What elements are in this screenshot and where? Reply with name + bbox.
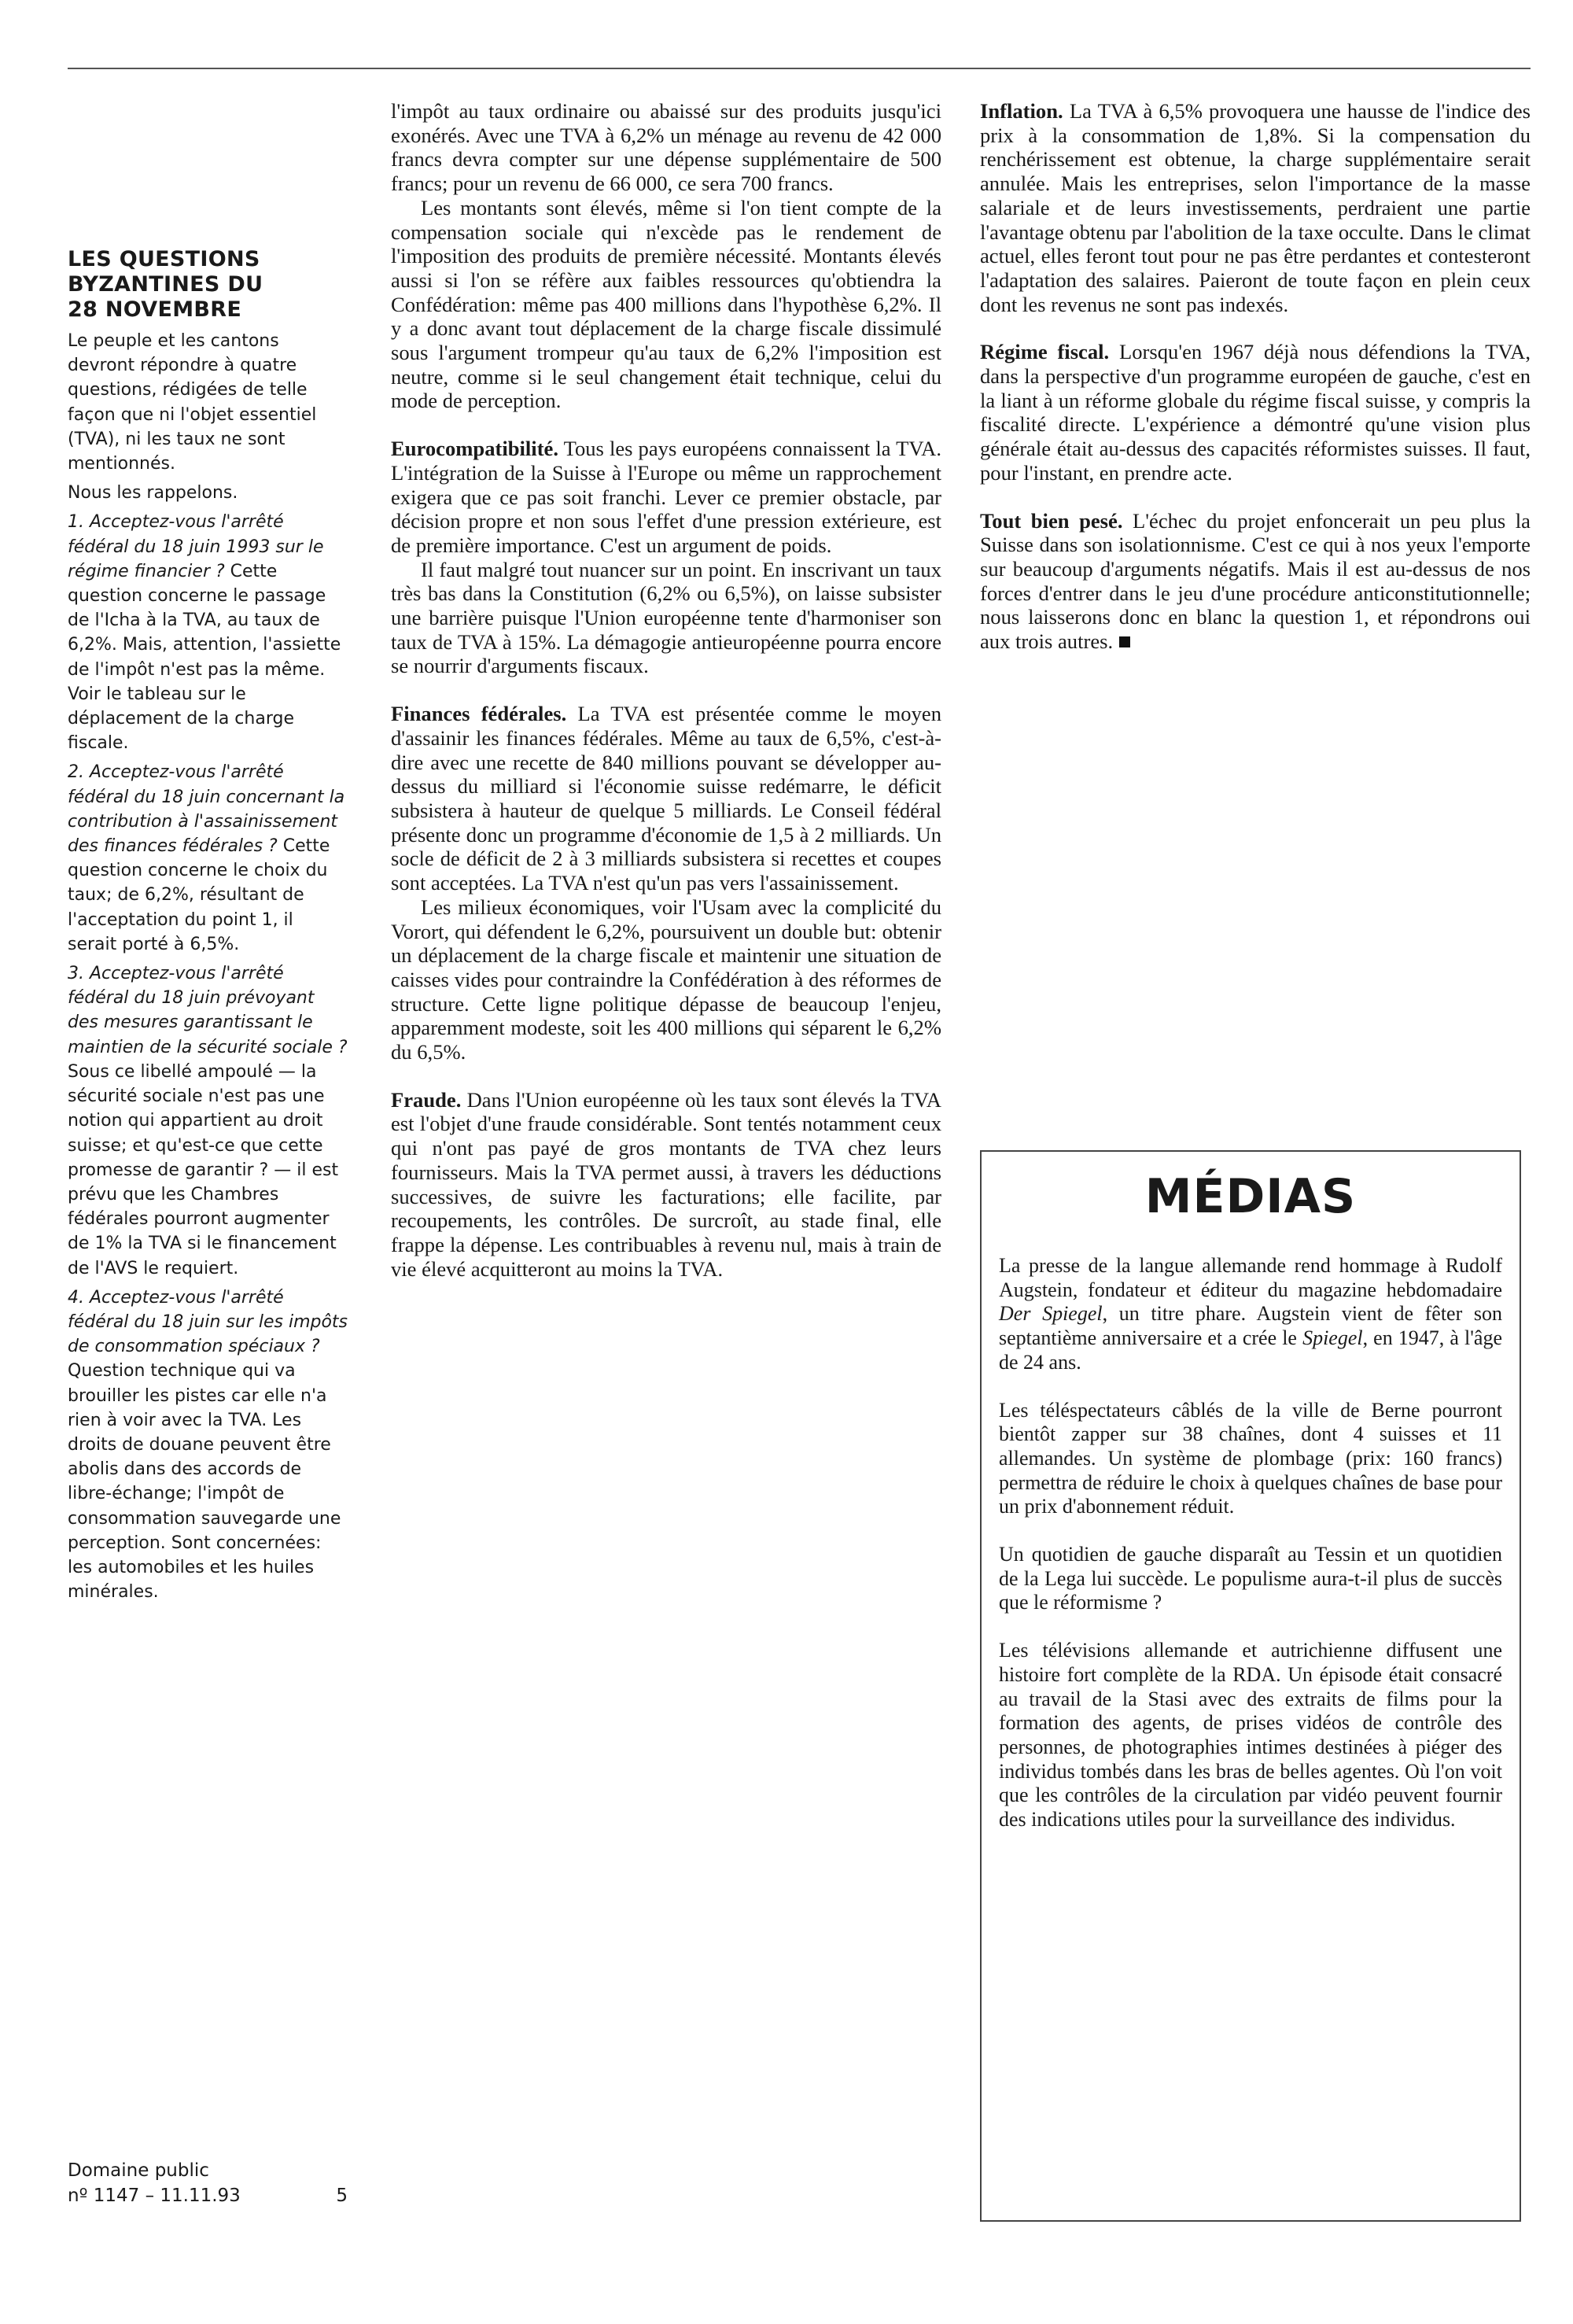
sidebar-intro: Le peuple et les cantons devront répondre à quatre questions, rédigées de telle façon que ni l'objet essentiel (TVA), ni les taux ne sont mentionnés. [68,331,317,474]
section-heading: Régime fiscal. [980,340,1110,364]
article-column-middle [391,99,941,1281]
question-4-text: Question technique qui va brouiller les pistes car elle n'a rien à voir avec la TVA. Les droits de douane peuvent être abolis dans des accords de libre-échange; l'impôt de consommation sauvegarde une perception. Sont concernées: les automobiles et les huiles minérales. [68,1361,341,1603]
question-2-title: 2. Acceptez-vous l'arrêté fédéral du 18 juin concernant la contribution à l'assainissement des finances fédérales ? [68,762,345,857]
sidebar-title: LES QUESTIONS BYZANTINES DU 28 NOVEMBRE [68,247,263,322]
medias-item-rda: Les télévisions allemande et autrichienne diffusent une histoire fort complète de la RDA. Un épisode était consacré au travail de la Stasi avec des extraits de films pour la formation des agents, de prises vidéos de contrôle des personnes, de photographies intimes destinées à piéger des individus tombés dans les bras de belles agentes. Où l'on voit que les contrôles de la circulation par vidéo peuvent fournir des indications utiles pour la surveillance des individus. [999,1639,1502,1832]
medias-text: , en 1947, à l'âge de 24 ans. [999,1326,1502,1374]
question-1-text: Cette question concerne le passage de l'Icha à la TVA, au taux de 6,2%. Mais, attention, l'assiette de l'impôt n'est pas la même. Voir le tableau sur le déplacement de la charge fiscale. [68,561,341,754]
medias-item-spiegel [999,1254,1502,1375]
page-number: 5 [336,2186,348,2206]
medias-item-berne: Les téléspectateurs câblés de la ville de Berne pourront bientôt zapper sur 38 chaînes, dont 4 suisses et 11 allemandes. Un système de plombage (prix: 160 francs) permettra de réduire le choix à quelques chaînes de base pour un prix d'abonnement réduit. [999,1398,1502,1518]
issue-number: nº 1147 – 11.11.93 [68,2186,241,2206]
end-of-article-mark [1119,636,1130,647]
section-text: Dans l'Union européenne où les taux sont élevés la TVA est l'objet d'une fraude considérable. Sont tentés notamment ceux qui n'ont pas payé de gros montants de TVA chez leurs fournisseurs. Mais la TVA permet aussi, à travers les déductions successives, de suivre les facturations; elle facilite, par recoupements, les contrôles. De surcroît, au stade final, elle frappe la dépense. Les contribuables à revenu nul, mais à train de vie élevé acquitteront au moins la TVA. [391,1087,941,1281]
paragraph-milieux: Les milieux économiques, voir l'Usam avec la complicité du Vorort, qui défendent le 6,2%, poursuivent un double but: obtenir un déplacement de la charge fiscale et maintenir une situation de caisses vides pour contraindre la Confédération à des réformes de structure. Cette ligne politique dépasse de beaucoup l'enjeu, apparemment modeste, soit les 400 millions qui séparent le 6,2% du 6,5%. [391,895,941,1064]
question-1-title: 1. Acceptez-vous l'arrêté fédéral du 18 juin 1993 sur le régime financier ? [68,512,324,581]
top-rule [68,68,1531,69]
section-heading: Inflation. [980,99,1063,123]
section-heading: Eurocompatibilité. [391,437,558,461]
question-3 [68,961,348,1281]
question-2-text: Cette question concerne le choix du taux; de 6,2%, résultant de l'acceptation du point 1, il serait porté à 6,5%. [68,836,330,954]
paragraph-continuation: l'impôt au taux ordinaire ou abaissé sur des produits jusqu'ici exonérés. Avec une TVA à 6,2% un ménage au revenu de 42 000 francs devra compter sur une dépense supplémentaire de 500 francs; pour un revenu de 66 000, ce sera 700 francs. [391,99,941,196]
section-eurocompatibilite [391,437,941,558]
section-heading: Fraude. [391,1087,462,1112]
question-4-title: 4. Acceptez-vous l'arrêté fédéral du 18 juin sur les impôts de consommation spéciaux ? [68,1287,348,1357]
section-heading: Finances fédérales. [391,702,567,726]
article-column-right [980,99,1531,654]
section-text: Tous les pays européens connaissent la TVA. L'intégration de la Suisse à l'Europe ou même un rapprochement exigera que ce pas soit franchi. Lever ce premier obstacle, par décision propre et non sous l'effet d'une pression extérieure, est de première importance. C'est un argument de poids. [391,437,941,557]
publication-name: Domaine public [68,2160,209,2181]
medias-text: , un titre phare. Augstein vient de fêter son septantième anniversaire et a crée le [999,1302,1502,1350]
medias-title: MÉDIAS [1144,1169,1357,1224]
section-text: Lorsqu'en 1967 déjà nous défendions la TVA, dans la perspective d'un programme européen de gauche, c'est en la liant à un réforme globale du régime fiscal suisse, y compris la fiscalité directe. L'expérience a démontré qu'une vision plus générale était au-dessus des capacités réformistes suisses. Il faut, pour l'instant, en prendre acte. [980,340,1531,485]
section-text: La TVA à 6,5% provoquera une hausse de l'indice des prix à la consommation de 1,8%. Si la compensation du renchérissement est obtenue, la charge supplémentaire serait annulée. Mais les entreprises, selon l'importance de la masse salariale et de leurs investissements, perdraient une partie l'avantage obtenu par l'abolition de la taxe occulte. Dans le climat actuel, elles feront tout pour ne pas être perdantes et contesteront l'adaptation des salaires. Paieront de toute façon en plein ceux dont les revenus ne sont pas indexés. [980,99,1531,316]
section-text: La TVA est présentée comme le moyen d'assainir les finances fédérales. Même au taux de 6,5%, c'est-à-dire avec une recette de 840 millions pouvant se développer au-dessus du milliard si l'économie suisse redémarre, le déficit subsistera à hauteur de quelque 5 milliards. Le Conseil fédéral présente donc un programme d'économie de 1,5 à 2 milliards. Un socle de déficit de 2 à 3 milliards subsistera si recettes et coupes sont acceptées. La TVA n'est qu'un pas vers l'assainissement. [391,702,941,895]
question-4 [68,1286,348,1605]
section-tout-bien-pese [980,509,1531,654]
section-regime-fiscal [980,340,1531,485]
paragraph-nuancer: Il faut malgré tout nuancer sur un point. En inscrivant un taux très bas dans la Constitution (6,2% ou 6,5%), on laisse subsister une barrière puisque l'Union européenne tente d'harmoniser son taux de TVA à 15%. La démagogie antieuropéenne pourra encore se nourrir d'arguments fiscaux. [391,557,941,678]
medias-box [980,1150,1521,2222]
section-inflation [980,99,1531,316]
section-text: L'échec du projet enfoncerait un peu plus la Suisse dans son isolationnisme. C'est ce qui à nos yeux l'emporte sur beaucoup d'arguments négatifs. Mais il est au-dessus de nos forces d'entrer dans le jeu d'une procédure anticonstitutionnelle; nous laisserons donc en blanc la question 1, et répondrons oui aux trois autres. [980,508,1531,654]
question-3-text: Sous ce libellé ampoulé — la sécurité sociale n'est pas une notion qui appartient au droit suisse; et qu'est-ce que cette promesse de garantir ? — il est prévu que les Chambres fédérales pourront augmenter de 1% la TVA si le financement de l'AVS le requiert. [68,1061,339,1278]
sidebar-questions [68,247,348,1609]
question-3-title: 3. Acceptez-vous l'arrêté fédéral du 18 juin prévoyant des mesures garantissant le maintien de la sécurité sociale ? [68,964,348,1057]
magazine-name: Spiegel [1302,1326,1363,1350]
medias-text: La presse de la langue allemande rend hommage à Rudolf Augstein, fondateur et éditeur du magazine hebdomadaire [999,1254,1502,1301]
section-heading: Tout bien pesé. [980,508,1123,533]
magazine-name: Der Spiegel [999,1302,1103,1326]
medias-item-tessin: Un quotidien de gauche disparaît au Tessin et un quotidien de la Lega lui succède. Le populisme aura-t-il plus de succès que le réformisme ? [999,1543,1502,1614]
question-2 [68,760,348,957]
page-footer [68,2158,348,2208]
sidebar-recall: Nous les rappelons. [68,483,238,504]
question-1 [68,510,348,755]
section-finances-federales [391,702,941,895]
section-fraude [391,1088,941,1282]
paragraph-montants: Les montants sont élevés, même si l'on tient compte de la compensation sociale qui n'excède pas le rendement de l'imposition des produits de première nécessité. Montants élevés aussi si l'on se réfère aux faibles ressources qu'obtiendra la Confédération: même pas 400 millions dans l'hypothèse 6,2%. Il y a donc avant tout déplacement de la charge fiscale dissimulé sous l'argument trompeur qu'au taux de 6,2% l'imposition est neutre, comme si le seul changement était technique, celui du mode de perception. [391,195,941,413]
